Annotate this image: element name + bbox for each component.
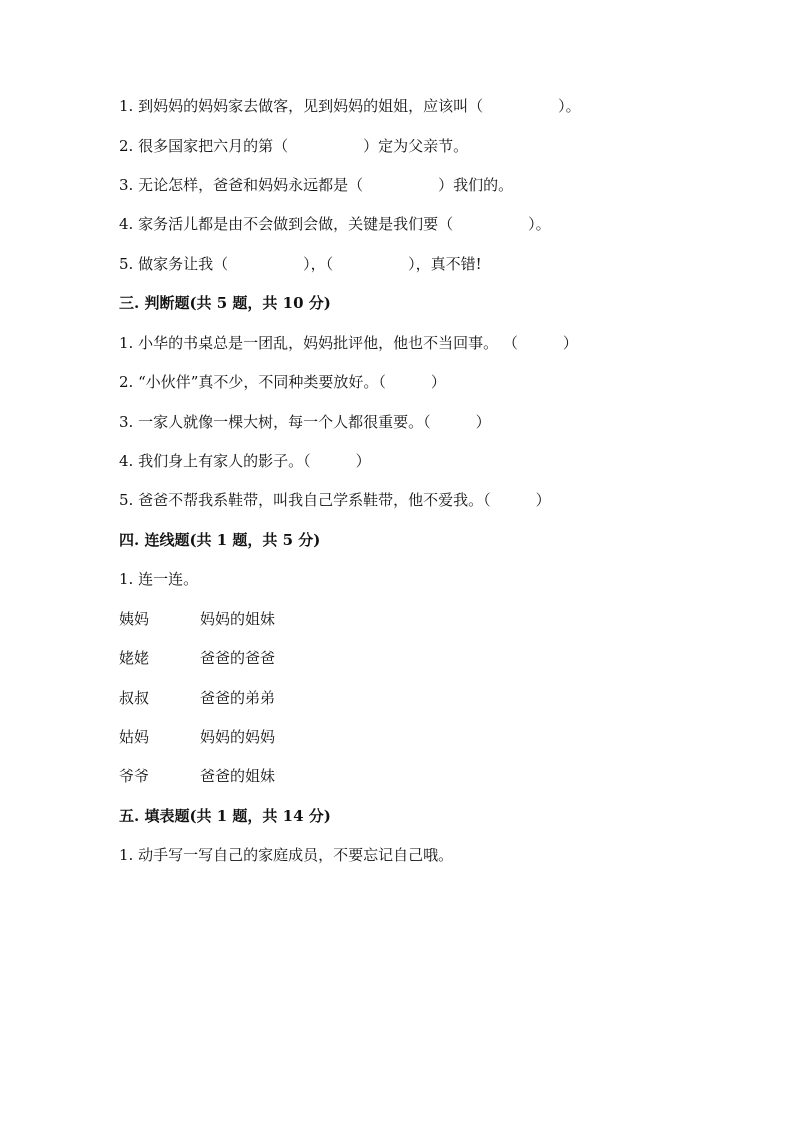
section-4-heading: 四. 连线题(共 1 题，共 5 分) <box>119 531 321 549</box>
judgement-question-5: 5. 爸爸不帮我系鞋带，叫我自己学系鞋带，他不爱我。（ ） <box>119 491 551 509</box>
fill-blank-question-3: 3. 无论怎样，爸爸和妈妈永远都是（ ）我们的。 <box>119 176 514 194</box>
table-question: 1. 动手写一写自己的家庭成员，不要忘记自己哦。 <box>119 846 454 864</box>
fill-blank-question-1: 1. 到妈妈的妈妈家去做客，见到妈妈的姐姐，应该叫（ ）。 <box>119 97 581 115</box>
matching-question: 1. 连一连。 <box>119 570 199 588</box>
matching-right-item: 爸爸的姐妹 <box>200 767 276 785</box>
judgement-question-2: 2. “小伙伴”真不少，不同种类要放好。（ ） <box>119 373 446 391</box>
fill-blank-question-5: 5. 做家务让我（ ），（ ），真不错! <box>119 255 482 273</box>
section-5-heading: 五. 填表题(共 1 题，共 14 分) <box>119 807 331 825</box>
fill-blank-question-2: 2. 很多国家把六月的第（ ）定为父亲节。 <box>119 137 469 155</box>
matching-left-item: 姥姥 <box>119 649 150 667</box>
matching-right-item: 妈妈的姐妹 <box>200 610 276 628</box>
matching-right-item: 爸爸的弟弟 <box>200 689 276 707</box>
matching-right-item: 妈妈的妈妈 <box>200 728 276 746</box>
matching-left-item: 叔叔 <box>119 689 150 707</box>
fill-blank-question-4: 4. 家务活儿都是由不会做到会做，关键是我们要（ ）。 <box>119 215 551 233</box>
judgement-question-3: 3. 一家人就像一棵大树，每一个人都很重要。（ ） <box>119 413 491 431</box>
judgement-question-1: 1. 小华的书桌总是一团乱，妈妈批评他，他也不当回事。 （ ） <box>119 334 578 352</box>
matching-left-item: 姑妈 <box>119 728 150 746</box>
matching-left-item: 爷爷 <box>119 767 150 785</box>
matching-right-item: 爸爸的爸爸 <box>200 649 276 667</box>
matching-left-item: 姨妈 <box>119 610 150 628</box>
judgement-question-4: 4. 我们身上有家人的影子。（ ） <box>119 452 371 470</box>
section-3-heading: 三. 判断题(共 5 题，共 10 分) <box>119 294 331 312</box>
